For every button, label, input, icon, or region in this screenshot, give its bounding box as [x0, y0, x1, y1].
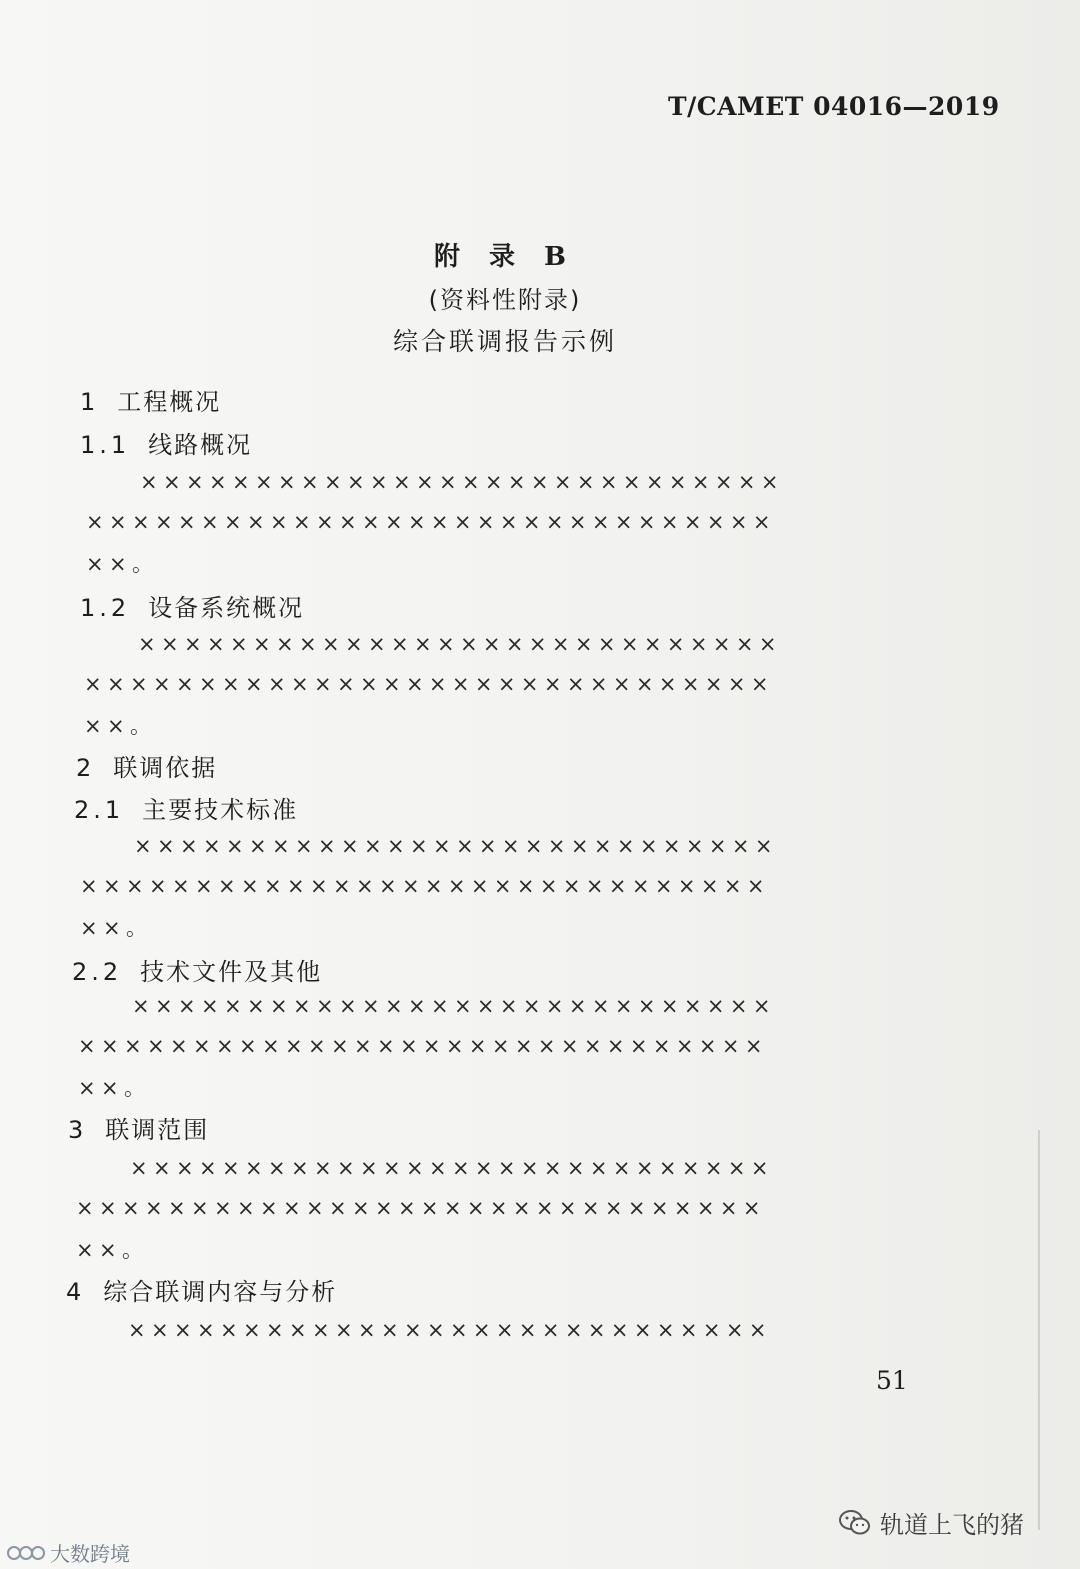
placeholder-line: ××。: [76, 1238, 149, 1262]
watermark-right-text: 轨道上飞的猪: [880, 1511, 1024, 1539]
section-title: 联调依据: [113, 754, 218, 782]
watermark-right: [838, 1505, 1024, 1540]
section-title: 综合联调内容与分析: [103, 1278, 338, 1306]
section-heading: [80, 382, 221, 417]
page-edge-line: [1038, 1130, 1040, 1530]
section-heading: [80, 588, 304, 623]
section-number: 3: [68, 1116, 88, 1144]
logo-icon: [6, 1542, 46, 1564]
report-title: 综合联调报告示例: [392, 327, 617, 356]
placeholder-line: ××××××××××××××××××××××××××××: [130, 1156, 774, 1180]
section-number: 2.1: [74, 796, 125, 824]
appendix-type: (资料性附录): [428, 286, 582, 314]
page-number: 51: [876, 1366, 908, 1395]
placeholder-line: ××。: [78, 1076, 151, 1100]
section-title: 设备系统概况: [148, 594, 305, 622]
watermark-left-text: 大数跨境: [50, 1542, 130, 1566]
section-number: 1.2: [80, 594, 131, 622]
standard-number: T/CAMET 04016—2019: [668, 92, 1000, 121]
placeholder-line: ××。: [80, 916, 153, 940]
placeholder-line: ××××××××××××××××××××××××××××: [138, 632, 782, 656]
appendix-title: 附 录 B: [433, 242, 577, 272]
placeholder-line: ××××××××××××××××××××××××××××: [134, 834, 778, 858]
section-heading: [74, 790, 298, 825]
placeholder-line: ××××××××××××××××××××××××××××: [132, 994, 776, 1018]
section-title: 线路概况: [148, 431, 253, 459]
section-heading: [66, 1272, 337, 1307]
section-title: 主要技术标准: [142, 796, 299, 824]
placeholder-line: ××××××××××××××××××××××××××××: [128, 1318, 772, 1342]
section-number: 1: [80, 388, 100, 416]
placeholder-line: ××××××××××××××××××××××××××××××: [76, 1196, 766, 1220]
section-number: 2.2: [72, 958, 123, 986]
placeholder-line: ××××××××××××××××××××××××××××××: [86, 510, 776, 534]
section-heading: [72, 952, 322, 987]
watermark-left: [6, 1538, 130, 1567]
wechat-icon: [838, 1508, 872, 1538]
section-title: 技术文件及其他: [140, 958, 323, 986]
section-number: 4: [66, 1278, 86, 1306]
section-heading: [68, 1110, 209, 1145]
placeholder-line: ××××××××××××××××××××××××××××××: [78, 1034, 768, 1058]
section-number: 1.1: [80, 431, 131, 459]
placeholder-line: ××××××××××××××××××××××××××××××: [84, 672, 774, 696]
placeholder-line: ××。: [84, 714, 157, 738]
placeholder-line: ××××××××××××××××××××××××××××××: [80, 874, 770, 898]
section-number: 2: [76, 754, 96, 782]
section-title: 联调范围: [105, 1116, 210, 1144]
section-heading: [80, 425, 252, 460]
placeholder-line: ××××××××××××××××××××××××××××: [140, 470, 784, 494]
placeholder-line: ××。: [86, 552, 159, 576]
section-heading: [76, 748, 217, 783]
section-title: 工程概况: [117, 388, 222, 416]
